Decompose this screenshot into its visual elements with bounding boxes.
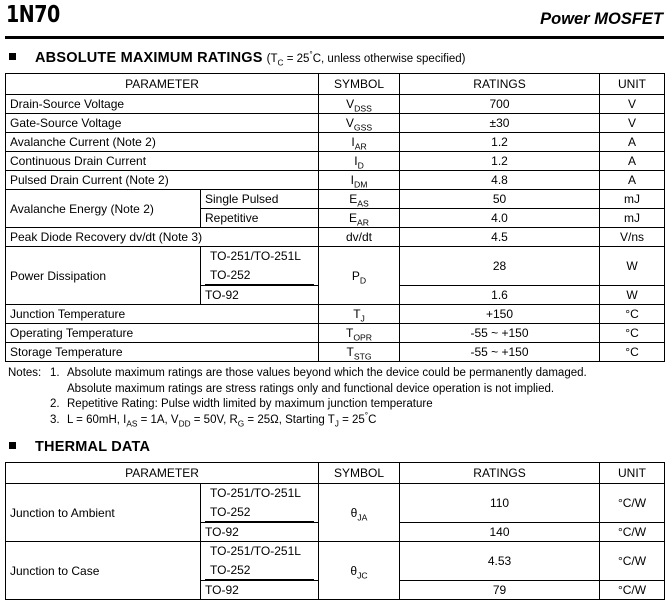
row-parameter: Peak Diode Recovery dv/dt (Note 3): [6, 228, 319, 247]
row-rating: 110: [400, 484, 600, 523]
row-rating: ±30: [400, 114, 600, 133]
square-bullet-icon: [9, 442, 16, 449]
row-symbol: [319, 152, 400, 171]
note3-s2: DD: [178, 418, 191, 428]
row-unit: °C/W: [600, 581, 665, 600]
row-subparameter-line1: TO-251/TO-251L: [210, 544, 301, 558]
symbol-base: V: [345, 116, 354, 130]
row-symbol: [319, 305, 400, 324]
note-number: 1.: [50, 367, 60, 379]
symbol-subscript: DSS: [354, 103, 372, 114]
row-parameter: Pulsed Drain Current (Note 2): [6, 171, 319, 190]
table-row: [6, 190, 665, 209]
symbol-base: V: [346, 97, 355, 111]
note-text: Repetitive Rating: Pulse width limited by maximum junction temperature: [67, 398, 433, 410]
row-symbol: [319, 484, 400, 542]
row-subparameter-group: [201, 542, 319, 581]
column-header-ratings: RATINGS: [400, 463, 600, 484]
row-rating: 140: [400, 523, 600, 542]
note-item: [8, 397, 669, 413]
table-row: [6, 542, 665, 581]
row-subparameter: TO-92: [201, 286, 319, 305]
note3-s3: G: [237, 418, 245, 428]
row-rating: 50: [400, 190, 600, 209]
symbol-subscript: AR: [354, 141, 367, 152]
row-symbol: [319, 95, 400, 114]
row-symbol: [319, 114, 400, 133]
symbol-subscript: DM: [353, 179, 368, 190]
symbol-subscript: AR: [357, 217, 370, 228]
row-unit: V: [600, 95, 665, 114]
row-rating: 1.2: [400, 133, 600, 152]
row-rating: 1.6: [400, 286, 600, 305]
notes-label: Notes:: [8, 367, 42, 379]
row-unit: A: [600, 133, 665, 152]
row-symbol: [319, 190, 400, 209]
row-rating: 1.2: [400, 152, 600, 171]
thermal-data-table: [5, 462, 665, 600]
symbol-subscript: JA: [357, 511, 368, 522]
row-symbol: [319, 209, 400, 228]
note3-s4: J: [334, 418, 339, 428]
condition-suffix: C, unless otherwise specified): [312, 53, 466, 65]
notes-label-spacer: [8, 397, 50, 413]
symbol-subscript: JC: [357, 569, 368, 580]
symbol-base: T: [345, 326, 354, 340]
degree-icon: °: [364, 410, 369, 420]
table-row: [6, 484, 665, 523]
row-parameter: Continuous Drain Current: [6, 152, 319, 171]
section-title: ABSOLUTE MAXIMUM RATINGS: [35, 50, 263, 66]
condition-subscript: C: [277, 58, 284, 68]
row-parameter: Junction to Case: [6, 542, 201, 600]
symbol-base: θ: [350, 505, 358, 520]
row-parameter: Junction to Ambient: [6, 484, 201, 542]
table-row: [6, 114, 665, 133]
row-subparameter: Repetitive: [201, 209, 319, 228]
symbol-base: I: [354, 154, 358, 168]
notes-label-spacer: [8, 413, 50, 429]
row-unit: mJ: [600, 209, 665, 228]
row-rating: 4.8: [400, 171, 600, 190]
column-header-parameter: PARAMETER: [6, 74, 319, 95]
row-rating: +150: [400, 305, 600, 324]
column-header-unit: UNIT: [600, 463, 665, 484]
note3-p2: = 1A, V: [137, 413, 179, 426]
note-item: [8, 366, 669, 382]
row-subparameter: TO-92: [201, 523, 319, 542]
table-row: [6, 247, 665, 286]
row-subparameter-line1: TO-251/TO-251L: [210, 249, 301, 263]
document-subtitle: Power MOSFET: [540, 10, 663, 28]
row-parameter: Avalanche Current (Note 2): [6, 133, 319, 152]
note-text-formatted: [67, 410, 669, 429]
row-symbol: [319, 228, 400, 247]
symbol-subscript: D: [357, 160, 364, 171]
row-subparameter-line1: TO-251/TO-251L: [210, 486, 301, 500]
note3-p1: L = 60mH, I: [67, 413, 127, 426]
table-row: [6, 95, 665, 114]
row-subparameter-line2: TO-252: [205, 561, 314, 580]
note3-p6: C: [368, 413, 377, 426]
table-row: [6, 133, 665, 152]
column-header-symbol: SYMBOL: [319, 463, 400, 484]
degree-icon: °: [309, 50, 313, 60]
row-subparameter-line2: TO-252: [205, 503, 314, 522]
header-divider: [5, 36, 664, 39]
symbol-base: E: [349, 192, 358, 206]
row-rating: 4.0: [400, 209, 600, 228]
symbol-base: E: [349, 211, 358, 225]
symbol-subscript: D: [359, 274, 367, 285]
table-header-row: [6, 463, 665, 484]
row-symbol: [319, 343, 400, 362]
row-parameter: Avalanche Energy (Note 2): [6, 190, 201, 228]
notes-block: [8, 366, 669, 428]
symbol-base: I: [351, 135, 355, 149]
table-row: [6, 324, 665, 343]
column-header-parameter: PARAMETER: [6, 463, 319, 484]
note3-s1: AS: [126, 418, 138, 428]
row-parameter: Power Dissipation: [6, 247, 201, 305]
symbol-base: T: [346, 345, 354, 359]
row-unit: °C: [600, 305, 665, 324]
row-unit: W: [600, 247, 665, 286]
section-heading-absolute-maximum-ratings: [9, 50, 669, 66]
row-symbol: [319, 171, 400, 190]
condition-mid: = 25: [283, 53, 310, 65]
column-header-symbol: SYMBOL: [319, 74, 400, 95]
column-header-unit: UNIT: [600, 74, 665, 95]
symbol-subscript: OPR: [353, 332, 373, 343]
table-row: [6, 228, 665, 247]
row-parameter: Storage Temperature: [6, 343, 319, 362]
table-row: [6, 171, 665, 190]
row-symbol: [319, 133, 400, 152]
table-row: [6, 152, 665, 171]
row-rating: -55 ~ +150: [400, 324, 600, 343]
row-parameter: Junction Temperature: [6, 305, 319, 324]
page-header: [6, 2, 663, 36]
row-unit: mJ: [600, 190, 665, 209]
row-unit: V: [600, 114, 665, 133]
symbol-base: I: [350, 173, 354, 187]
row-rating: 4.53: [400, 542, 600, 581]
note-number: 2.: [50, 398, 60, 410]
absolute-maximum-ratings-table: [5, 73, 665, 362]
row-unit: °C/W: [600, 484, 665, 523]
condition-prefix: (T: [266, 53, 278, 65]
note-continuation: Absolute maximum ratings are stress ratings only and functional device operation is not implied.: [67, 382, 555, 395]
row-unit: A: [600, 152, 665, 171]
row-subparameter-group: [201, 484, 319, 523]
section-heading-thermal-data: [9, 439, 669, 455]
symbol-base: P: [351, 268, 360, 283]
section-condition: [266, 50, 466, 68]
symbol-subscript: STG: [353, 351, 372, 362]
symbol-subscript: AS: [357, 198, 369, 209]
note3-p5: = 25: [338, 413, 365, 426]
row-unit: °C/W: [600, 542, 665, 581]
note-number: 3.: [50, 413, 60, 426]
row-subparameter-group: [201, 247, 319, 286]
section-title: THERMAL DATA: [35, 439, 151, 455]
row-unit: V/ns: [600, 228, 665, 247]
note-text: Absolute maximum ratings are those values beyond which the device could be permanently damaged.: [67, 367, 587, 379]
note-item: [8, 410, 669, 429]
symbol-base: dv/dt: [346, 230, 373, 244]
row-rating: 28: [400, 247, 600, 286]
row-subparameter: Single Pulsed: [201, 190, 319, 209]
row-symbol: [319, 542, 400, 600]
row-rating: 79: [400, 581, 600, 600]
row-parameter: Operating Temperature: [6, 324, 319, 343]
row-unit: °C: [600, 343, 665, 362]
table-header-row: [6, 74, 665, 95]
row-unit: °C: [600, 324, 665, 343]
row-rating: 700: [400, 95, 600, 114]
row-symbol: [319, 324, 400, 343]
row-rating: -55 ~ +150: [400, 343, 600, 362]
row-unit: W: [600, 286, 665, 305]
row-parameter: Drain-Source Voltage: [6, 95, 319, 114]
table-row: [6, 343, 665, 362]
row-rating: 4.5: [400, 228, 600, 247]
row-subparameter-line2: TO-252: [205, 266, 314, 285]
part-number: 1N70: [6, 2, 60, 28]
note3-p4: = 25Ω, Starting T: [244, 413, 335, 426]
row-subparameter: TO-92: [201, 581, 319, 600]
row-parameter: Gate-Source Voltage: [6, 114, 319, 133]
symbol-base: T: [353, 307, 361, 321]
row-unit: °C/W: [600, 523, 665, 542]
column-header-ratings: RATINGS: [400, 74, 600, 95]
square-bullet-icon: [9, 53, 16, 60]
row-symbol: [319, 247, 400, 305]
symbol-subscript: J: [360, 313, 365, 324]
row-unit: A: [600, 171, 665, 190]
note3-p3: = 50V, R: [190, 413, 238, 426]
symbol-subscript: GSS: [353, 122, 373, 133]
symbol-base: θ: [350, 563, 358, 578]
table-row: [6, 305, 665, 324]
